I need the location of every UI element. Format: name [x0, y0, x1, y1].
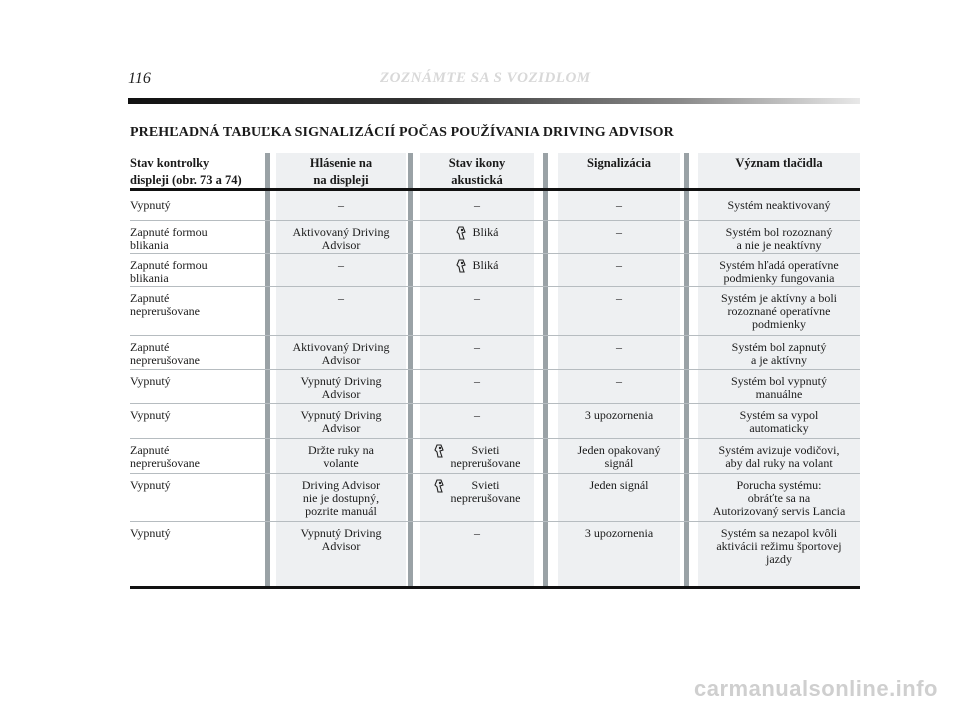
steering-wheel-hands-icon	[456, 259, 467, 273]
table-cell	[130, 444, 265, 470]
table-cell	[276, 199, 406, 212]
table-cell	[698, 479, 860, 518]
table-cell	[130, 259, 265, 285]
table-cell	[558, 527, 680, 540]
cell-text: Aktivovaný Driving Advisor	[292, 225, 390, 252]
table-cell	[698, 292, 860, 331]
table-cell	[698, 444, 860, 470]
page-header	[128, 70, 868, 92]
cell-text: Svieti neprerušovane	[450, 443, 521, 470]
cell-text: Aktivovaný Driving Advisor	[292, 340, 390, 367]
column-header-signal: Signalizácia	[587, 156, 651, 170]
table-cell	[420, 409, 534, 422]
row-divider	[130, 473, 860, 474]
cell-text: –	[616, 225, 622, 239]
cell-text: Držte ruky na volante	[308, 443, 374, 470]
table-cell	[558, 226, 680, 239]
table-cell	[276, 341, 406, 367]
cell-text: Vypnutý	[130, 198, 171, 212]
row-divider	[130, 253, 860, 254]
row-divider	[130, 220, 860, 221]
icon-with-text	[434, 444, 521, 470]
cell-text: Porucha systému: obráťte sa na Autorizovaný servis Lancia	[712, 478, 846, 518]
cell-text: –	[616, 258, 622, 272]
table-cell	[698, 199, 860, 212]
table-cell	[130, 527, 265, 540]
table-cell	[420, 199, 534, 212]
table-cell	[276, 375, 406, 401]
cell-text: Vypnutý Driving Advisor	[300, 526, 382, 553]
table-cell	[276, 226, 406, 252]
cell-text: Systém bol vypnutý manuálne	[730, 374, 827, 401]
cell-text: Vypnutý	[130, 374, 171, 388]
cell-text: Systém sa nezapol kvôli aktivácii režimu športovej jazdy	[716, 526, 842, 566]
table-cell	[276, 479, 406, 518]
table-cell	[558, 259, 680, 272]
table-cell	[276, 444, 406, 470]
watermark: carmanualsonline.info	[694, 676, 938, 701]
table-cell	[276, 409, 406, 435]
cell-text: Vypnutý	[130, 478, 171, 492]
signal-table	[130, 153, 860, 593]
cell-text: Systém avizuje vodičovi, aby dal ruky na volant	[718, 443, 840, 470]
cell-text: –	[616, 374, 622, 388]
table-cell	[276, 292, 406, 305]
table-cell	[558, 444, 680, 470]
table-cell	[698, 259, 860, 285]
cell-text: Zapnuté neprerušovane	[130, 443, 200, 470]
table-cell	[558, 341, 680, 354]
cell-text: Systém hľadá operatívne podmienky fungovania	[719, 258, 839, 285]
cell-text: Vypnutý	[130, 408, 171, 422]
table-cell	[698, 527, 860, 566]
table-cell	[420, 292, 534, 305]
cell-text: Zapnuté neprerušovane	[130, 340, 200, 367]
cell-text: 3 upozornenia	[584, 526, 654, 540]
table-cell	[130, 199, 265, 212]
cell-text: 3 upozornenia	[584, 408, 654, 422]
cell-text: Systém bol rozoznaný a nie je neaktívny	[725, 225, 833, 252]
cell-text: –	[338, 291, 344, 305]
cell-text: –	[338, 198, 344, 212]
cell-text: Driving Advisor nie je dostupný, pozrite manuál	[301, 478, 381, 518]
table-cell	[420, 479, 534, 505]
cell-text: –	[616, 340, 622, 354]
table-cell	[558, 409, 680, 422]
table-cell	[130, 292, 265, 318]
cell-text: Systém neaktivovaný	[727, 198, 831, 212]
cell-text: Systém bol zapnutý a je aktívny	[731, 340, 827, 367]
row-divider	[130, 438, 860, 439]
row-divider	[130, 286, 860, 287]
table-cell	[420, 341, 534, 354]
cell-text: Jeden signál	[589, 478, 649, 492]
cell-text: –	[616, 198, 622, 212]
header-rule	[130, 188, 860, 191]
cell-text: Vypnutý	[130, 526, 171, 540]
table-cell	[276, 527, 406, 553]
table-cell	[558, 199, 680, 212]
column-header-meaning: Význam tlačidla	[735, 156, 823, 170]
cell-text: Zapnuté formou blikania	[130, 258, 208, 285]
column-header-status: Stav kontrolky displeji (obr. 73 a 74)	[130, 156, 242, 187]
row-divider	[130, 335, 860, 336]
table-cell	[698, 226, 860, 252]
table-cell	[130, 341, 265, 367]
steering-wheel-hands-icon	[456, 226, 467, 240]
table-cell	[698, 375, 860, 401]
cell-text: –	[474, 408, 480, 422]
table-cell	[420, 226, 534, 243]
table-cell	[420, 259, 534, 276]
cell-text: –	[474, 291, 480, 305]
table-cell	[130, 226, 265, 252]
cell-text: –	[338, 258, 344, 272]
cell-text: Zapnuté neprerušovane	[130, 291, 200, 318]
cell-text: –	[474, 374, 480, 388]
cell-text: Vypnutý Driving Advisor	[300, 408, 382, 435]
cell-text: Systém je aktívny a boli rozoznané operatívne podmienky	[721, 291, 837, 331]
table-cell	[130, 375, 265, 388]
cell-text: Systém sa vypol automaticky	[739, 408, 819, 435]
cell-text: –	[474, 526, 480, 540]
cell-text: Svieti neprerušovane	[450, 478, 521, 505]
table-cell	[420, 375, 534, 388]
table-cell	[698, 409, 860, 435]
icon-with-text	[434, 479, 521, 505]
row-divider	[130, 369, 860, 370]
icon-with-text	[456, 226, 499, 240]
cell-text: Bliká	[472, 258, 499, 272]
table-bottom-rule	[130, 586, 860, 589]
cell-text: Jeden opakovaný signál	[577, 443, 661, 470]
cell-text: Vypnutý Driving Advisor	[300, 374, 382, 401]
table-cell	[420, 527, 534, 540]
table-cell	[558, 375, 680, 388]
row-divider	[130, 403, 860, 404]
table-cell	[698, 341, 860, 367]
table-cell	[420, 444, 534, 470]
table-cell	[130, 479, 265, 492]
column-header-icon: Stav ikony akustická	[448, 156, 506, 187]
section-title: ZOZNÁMTE SA S VOZIDLOM	[380, 70, 591, 86]
cell-text: –	[474, 198, 480, 212]
table-cell	[276, 259, 406, 272]
table-cell	[558, 292, 680, 305]
cell-text: –	[616, 291, 622, 305]
cell-text: Bliká	[472, 225, 499, 239]
table-cell	[558, 479, 680, 492]
table-cell	[130, 409, 265, 422]
cell-text: Zapnuté formou blikania	[130, 225, 208, 252]
header-bar	[128, 98, 860, 104]
icon-with-text	[456, 259, 499, 273]
cell-text: –	[474, 340, 480, 354]
steering-wheel-hands-icon	[434, 479, 445, 493]
column-header-message: Hlásenie na na displeji	[309, 156, 373, 187]
table-title: PREHĽADNÁ TABUĽKA SIGNALIZÁCIÍ POČAS POUŽÍVANIA DRIVING ADVISOR	[130, 125, 674, 140]
steering-wheel-hands-icon	[434, 444, 445, 458]
row-divider	[130, 521, 860, 522]
page-number: 116	[128, 70, 151, 87]
